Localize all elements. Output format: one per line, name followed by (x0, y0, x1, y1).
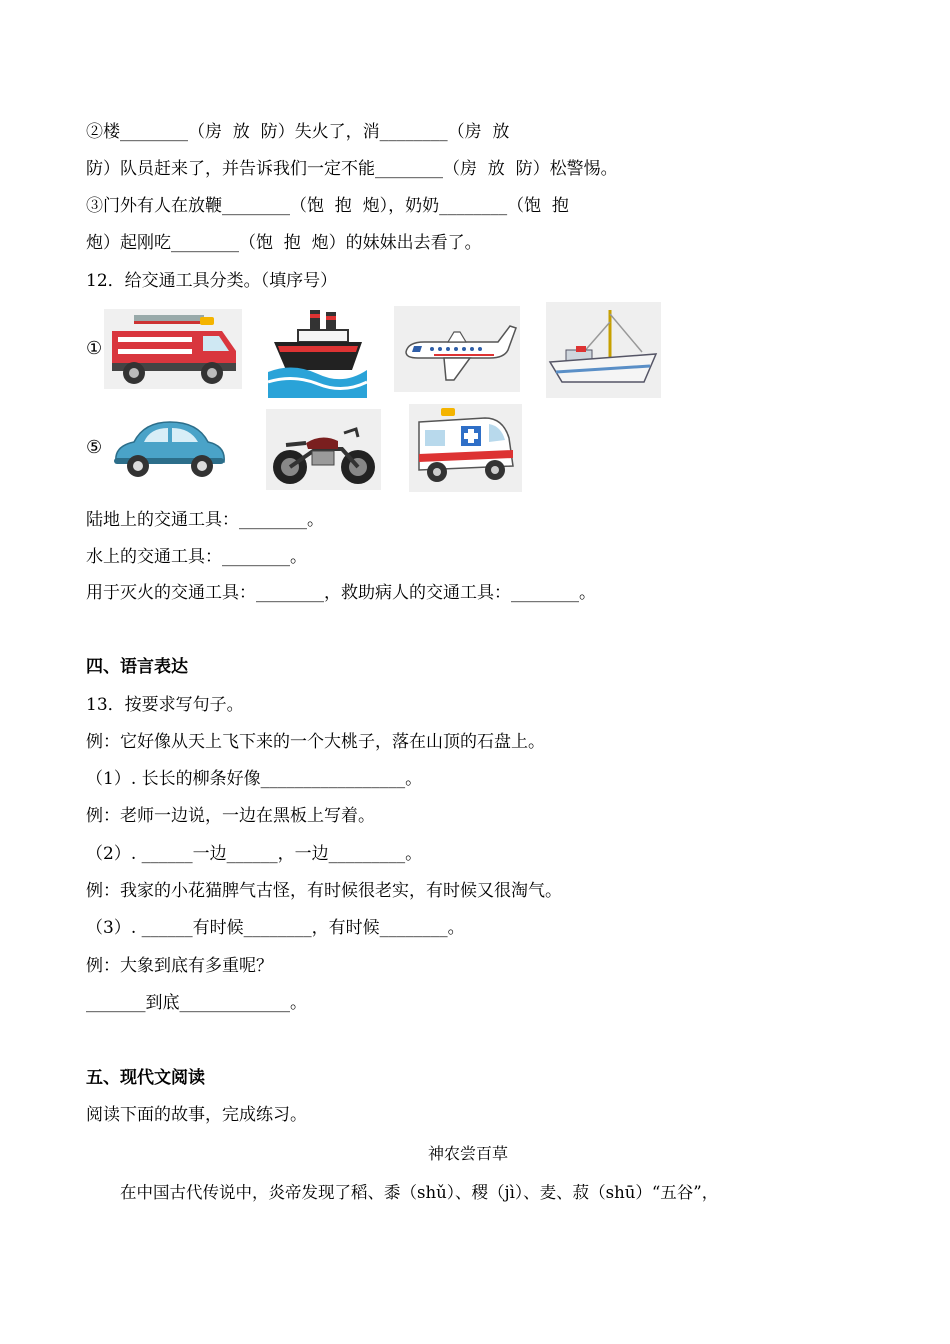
section-4-heading: 四、语言表达 (86, 657, 188, 677)
item-marker-5: ⑤ (86, 437, 103, 458)
story-paragraph-1: 在中国古代传说中，炎帝发现了稻、黍（shǔ）、稷（jì）、麦、菽（shū）“五谷”， (120, 1183, 719, 1202)
example-2: 例：老师一边说，一边在黑板上写着。 (86, 806, 375, 826)
ambulance-icon (409, 404, 522, 492)
q11-line-2: 防）队员赶来了，并告诉我们一定不能________（房 放 防）松警惕。 (86, 159, 618, 179)
q12-fire-rescue-answer: 用于灭火的交通工具：________，救助病人的交通工具：________。 (86, 583, 596, 603)
answer-2: （2）. ______一边______，一边_________。 (86, 844, 423, 864)
q11-line-4: 炮）起刚吃________（饱 抱 炮）的妹妹出去看了。 (86, 233, 482, 253)
fire-truck-icon (104, 309, 242, 389)
example-4: 例：大象到底有多重呢？ (86, 956, 273, 976)
q12-title: 12．给交通工具分类。（填序号） (86, 271, 338, 291)
airplane-icon (394, 306, 520, 392)
answer-1: （1）. 长长的柳条好像_________________。 (86, 769, 423, 789)
answer-3: （3）. ______有时候________，有时候________。 (86, 918, 465, 938)
q12-land-answer: 陆地上的交通工具：________。 (86, 510, 324, 530)
q13-title: 13．按要求写句子。 (86, 695, 244, 715)
example-1: 例：它好像从天上飞下来的一个大桃子，落在山顶的石盘上。 (86, 732, 545, 752)
story-title: 神农尝百草 (428, 1144, 509, 1163)
q12-water-answer: 水上的交通工具：________。 (86, 547, 307, 567)
q11-line-3: ③门外有人在放鞭________（饱 抱 炮），奶奶________（饱 抱 (86, 196, 569, 216)
section-5-heading: 五、现代文阅读 (86, 1068, 205, 1088)
q11-line-1: ②楼________（房 放 防）失火了，消________（房 放 (86, 122, 510, 142)
reading-intro: 阅读下面的故事，完成练习。 (86, 1105, 307, 1125)
example-3: 例：我家的小花猫脾气古怪，有时候很老实，有时候又很淘气。 (86, 881, 562, 901)
answer-4: _______到底_____________。 (86, 993, 307, 1013)
sailboat-icon (546, 302, 661, 398)
cruise-ship-icon (268, 300, 367, 398)
car-icon (110, 412, 228, 486)
motorcycle-icon (266, 409, 381, 490)
item-marker-1: ① (86, 338, 103, 359)
